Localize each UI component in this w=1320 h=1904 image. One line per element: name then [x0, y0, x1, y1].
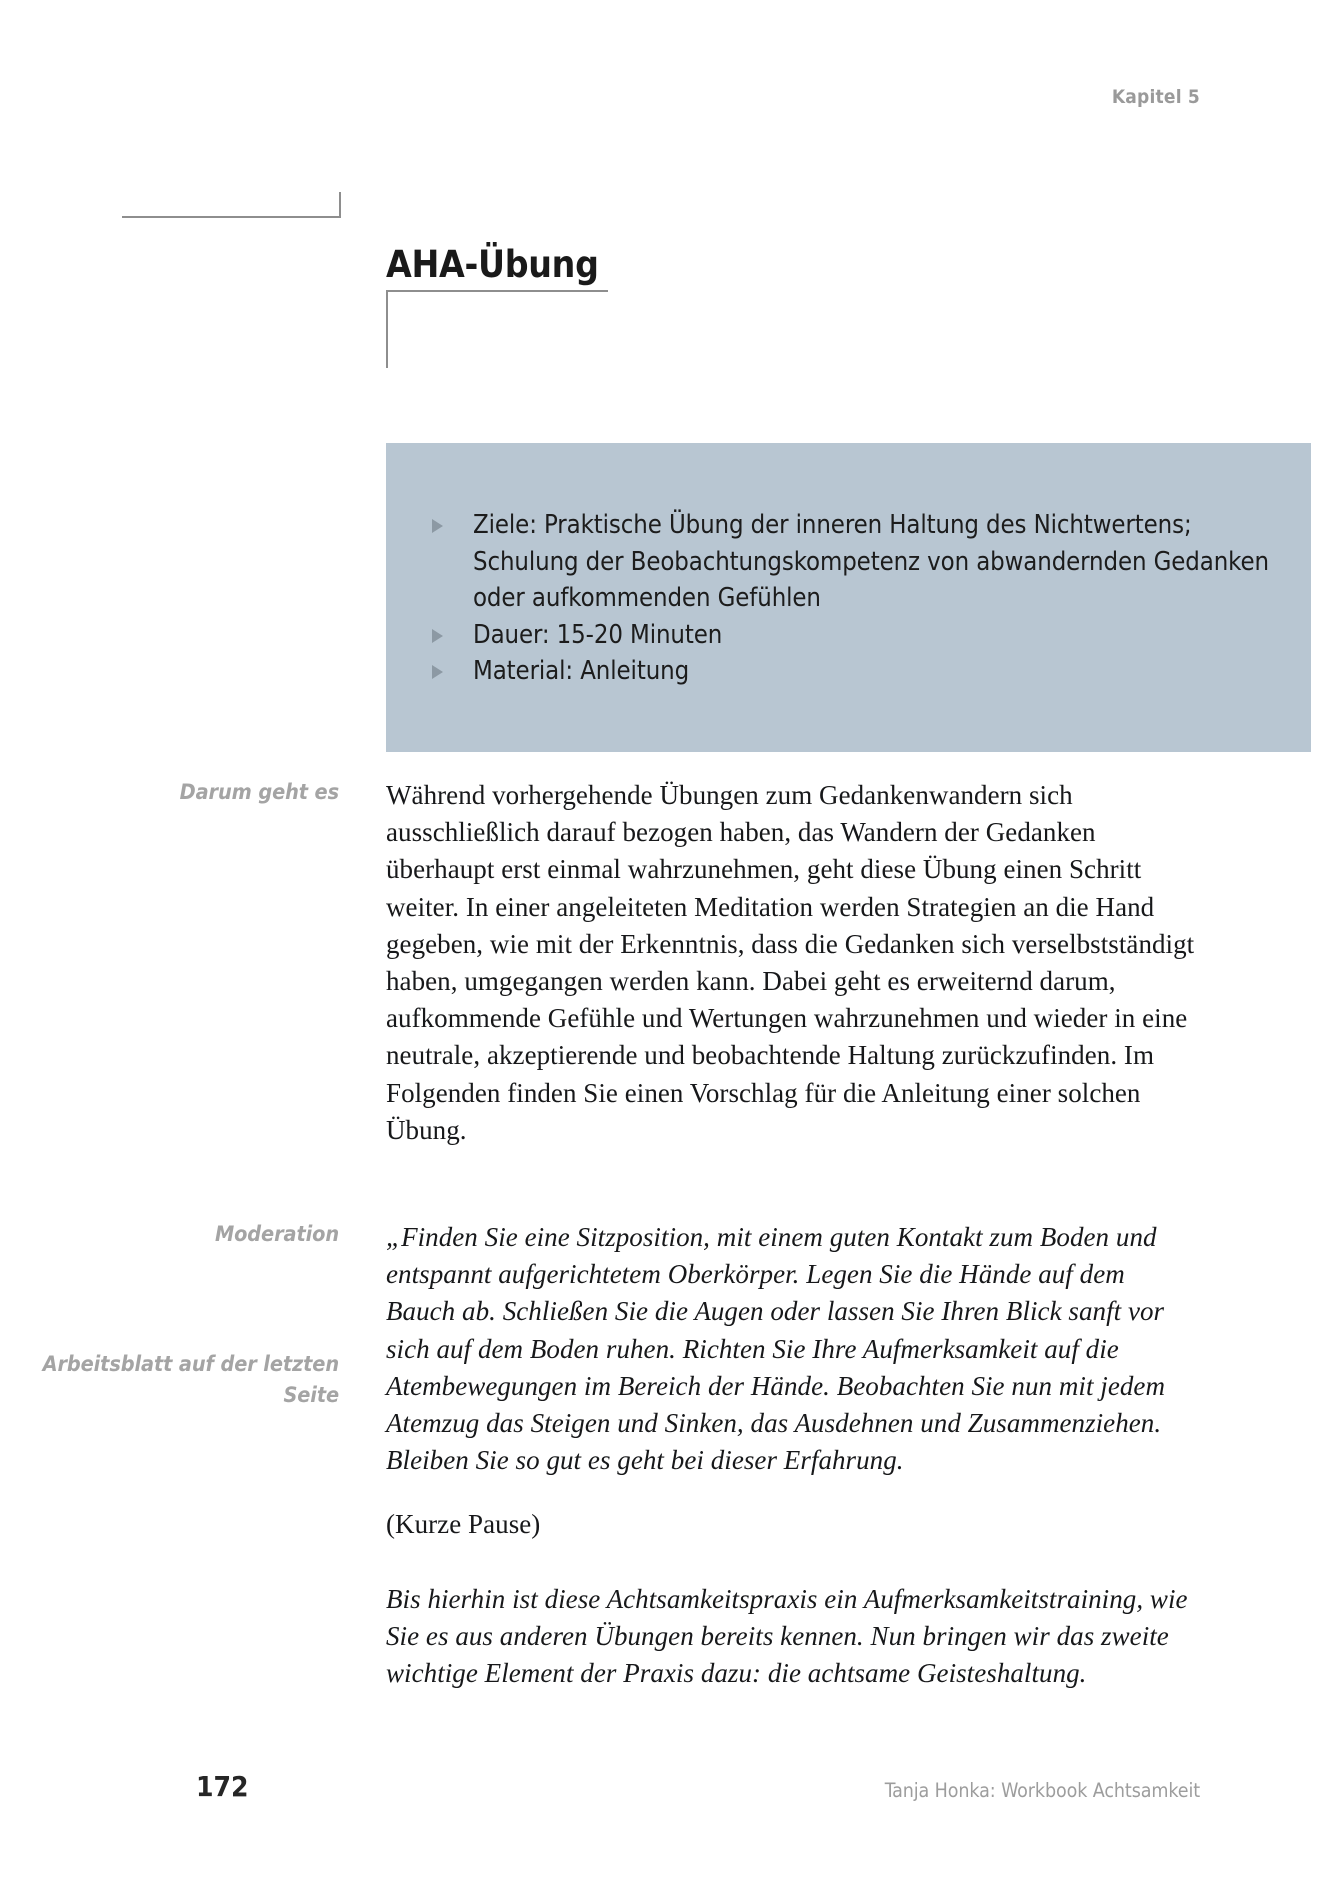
body-paragraph-pause-note: (Kurze Pause) [386, 1509, 541, 1539]
margin-note-darum-geht-es: Darum geht es [179, 780, 339, 805]
list-item [428, 653, 1271, 690]
exercise-info-box [386, 443, 1311, 752]
triangle-right-icon [432, 665, 443, 679]
list-item [428, 617, 1271, 654]
info-item-text: Material: Anleitung [473, 656, 690, 686]
info-item-text: Dauer: 15-20 Minuten [473, 619, 723, 650]
body-paragraph-darum-geht-es: Während vorhergehende Übungen zum Gedankenwandern sich ausschließlich darauf bezogen haben, das Wandern der Gedanken überhaupt erst einmal wahrzunehmen, geht diese Übung einen Schritt weiter. In einer angeleiteten Meditation werden Strategien an die Hand gegeben, wie mit der Erkenntnis, dass die Gedanken sich verselbstständigt haben, umgegangen werden kann. Dabei geht es erweiternd darum, aufkommende Gefühle und Wertungen wahrzunehmen und wieder in eine neutrale, akzeptierende und beobachtende Haltung zurückzufinden. Im Folgenden finden Sie einen Vorschlag für die Anleitung einer solchen Übung. [386, 780, 1195, 1145]
page-number: 172 [196, 1770, 249, 1803]
page-title: AHA-Übung [386, 242, 599, 286]
triangle-right-icon [432, 519, 443, 533]
body-paragraph-moderation-1: „Finden Sie eine Sitzposition, mit einem guten Kontakt zum Boden und entspannt aufgerichtetem Oberkörper. Legen Sie die Hände auf dem Bauch ab. Schließen Sie die Augen oder lassen Sie Ihren Blick sanft vor sich auf dem Boden ruhen. Richten Sie Ihre Aufmerksamkeit auf die Atembewegungen im Bereich der Hände. Beobachten Sie nun mit jedem Atemzug das Steigen und Sinken, das Ausdehnen und Zusammenziehen. Bleiben Sie so gut es geht bei dieser Erfahrung. [386, 1222, 1166, 1476]
info-list [428, 507, 1271, 690]
running-head-chapter: Kapitel 5 [1111, 86, 1200, 108]
margin-note-moderation: Moderation [214, 1222, 339, 1247]
list-item [428, 507, 1271, 617]
triangle-right-icon [432, 629, 443, 643]
title-rule-left-decoration [122, 192, 341, 218]
body-paragraph-moderation-2: Bis hierhin ist diese Achtsamkeitspraxis ein Aufmerksamkeitstraining, wie Sie es aus anderen Übungen bereits kennen. Nun bringen wir das zweite wichtige Element der Praxis dazu: die achtsame Geisteshaltung. [386, 1584, 1188, 1689]
title-rule-right-decoration [386, 290, 608, 368]
margin-note-arbeitsblatt: Arbeitsblatt auf der letzten Seite [42, 1352, 339, 1408]
footer-colophon: Tanja Honka: Workbook Achtsamkeit [884, 1779, 1200, 1802]
info-item-text: Ziele: Praktische Übung der inneren Haltung des Nichtwertens; Schulung der Beobachtungskompetenz von abwandernden Gedanken oder aufkommenden Gefühlen [473, 510, 1269, 613]
